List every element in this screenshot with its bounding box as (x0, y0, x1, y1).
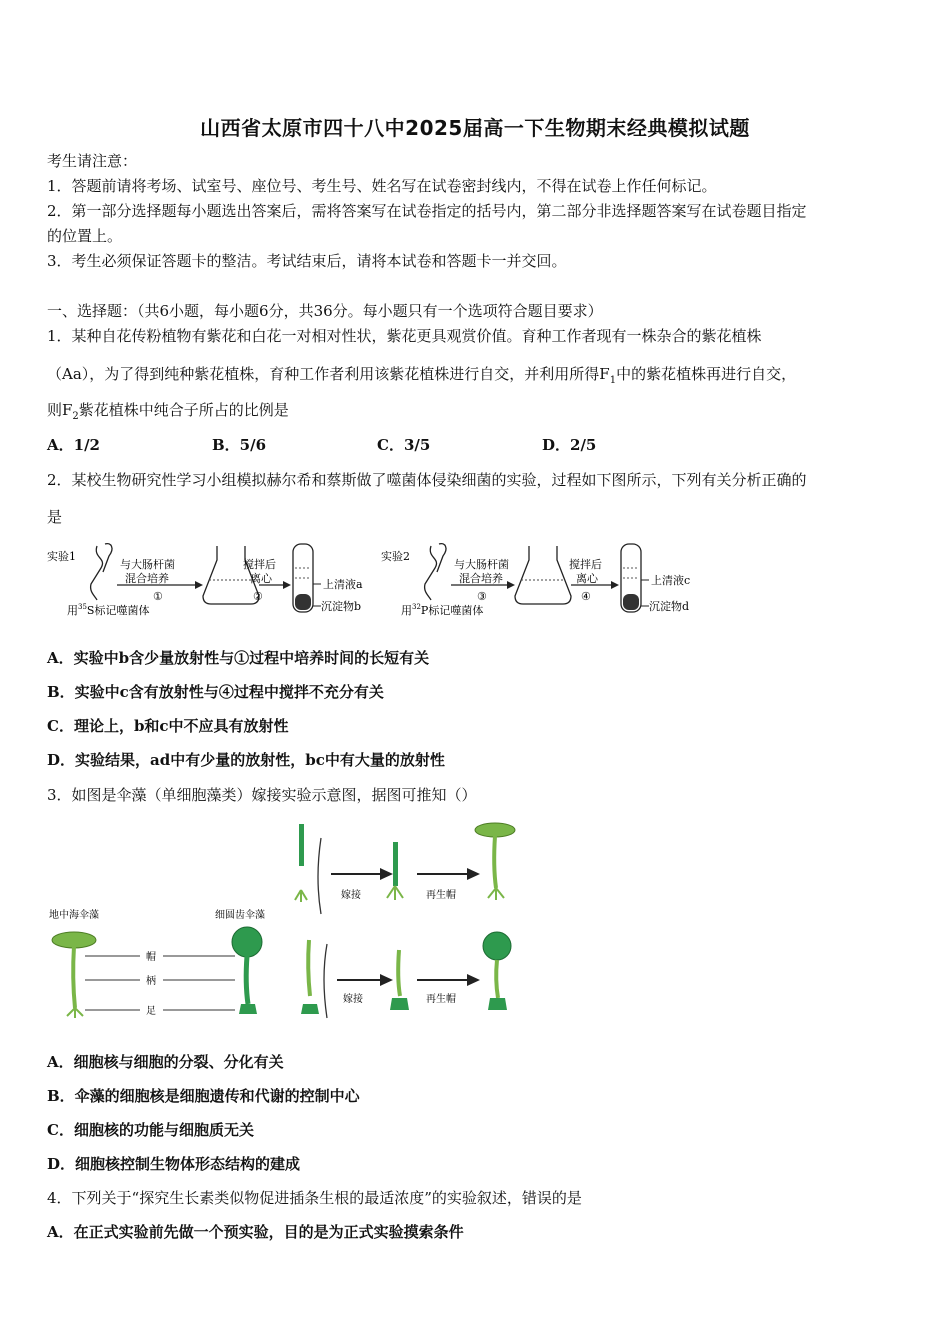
q2-option-a[interactable]: A．实验中b含少量放射性与①过程中培养时间的长短有关 (47, 649, 430, 667)
phage-icon-1 (91, 546, 103, 600)
q1-sub-f2: 2 (72, 411, 79, 422)
q2-stem-line1: 2．某校生物研究性学习小组模拟赫尔希和蔡斯做了噬菌体侵染细菌的实验，过程如下图所示，下列有关分析正确的 (47, 471, 807, 489)
q1-option-a[interactable]: A．1/2 (47, 436, 100, 454)
tube-2-sediment (623, 594, 639, 610)
step1-label: ① (153, 590, 163, 603)
notice-heading: 考生请注意： (47, 152, 138, 170)
left-stalk (73, 946, 75, 1008)
exp2-stir-label: 搅拌后 (569, 558, 602, 571)
graft1-rhizoid (295, 890, 307, 902)
exp2-centrifuge-label: 离心 (576, 572, 598, 585)
graft2-stalk-piece (308, 940, 310, 996)
left-cap (52, 932, 96, 948)
graft-label-bottom: 嫁接 (343, 994, 363, 1005)
right-foot (239, 1004, 257, 1014)
graft2-rhizoid (301, 1004, 319, 1014)
q1-stem-line3 (47, 399, 907, 428)
right-species-label: 细圆齿伞藻 (215, 910, 265, 921)
q1-option-b[interactable]: B．5/6 (212, 436, 267, 454)
notice-item-2-cont: 的位置上。 (47, 227, 123, 245)
right-stalk (246, 956, 248, 1004)
sediment-d: 沉淀物d (649, 600, 690, 613)
step3-label: ③ (477, 590, 487, 603)
exp2-mix-label: 与大肠杆菌 (454, 558, 509, 571)
q3-stem: 3．如图是伞藻（单细胞藻类）嫁接实验示意图，据图可推知（） (47, 786, 477, 804)
exp2-phage-label: 用$^{32}$P标记噬菌体 (401, 603, 484, 617)
regen-label-bottom: 再生帽 (426, 994, 456, 1005)
left-foot (67, 1008, 83, 1018)
foot-label: 足 (146, 1006, 156, 1017)
regen-cap-bottom (483, 932, 511, 960)
exp1-mix-label: 与大肠杆菌 (120, 558, 175, 571)
q3-option-b[interactable]: B．伞藻的细胞核是细胞遗传和代谢的控制中心 (47, 1087, 360, 1105)
exp2-culture-label: 混合培养 (459, 572, 503, 585)
q2-phage-figure (45, 538, 705, 620)
exp1-label: 实验1 (47, 550, 76, 563)
cap-label: 帽 (146, 952, 156, 963)
q1-option-d[interactable]: D．2/5 (542, 436, 597, 454)
graft1-stalk-piece (299, 824, 304, 866)
regen-label-top: 再生帽 (426, 890, 456, 901)
arrowhead-step1 (195, 581, 203, 589)
q1-stem-line1: 1．某种自花传粉植物有紫花和白花一对相对性状，紫花更具观赏价值。育种工作者现有一株杂合的紫花植株 (47, 327, 762, 345)
right-cap (232, 927, 262, 957)
section-heading: 一、选择题：（共6小题，每小题6分，共36分。每小题只有一个选项符合题目要求） (47, 302, 603, 320)
exam-title: 山西省太原市四十八中2025届高一下生物期末经典模拟试题 (200, 116, 750, 140)
q1-option-c[interactable]: C．3/5 (377, 436, 431, 454)
notice-item-2: 2．第一部分选择题每小题选出答案后，需将答案写在试卷指定的括号内，第二部分非选择题答案写在试卷题目指定 (47, 202, 807, 220)
exp1-centrifuge-label: 离心 (250, 572, 272, 585)
exp1-phage-label: 用$^{35}$S标记噬菌体 (67, 603, 150, 617)
phage-icon-1b (103, 544, 112, 572)
step4-label: ④ (581, 590, 591, 603)
q1-stem-line2 (47, 363, 907, 392)
exp1-stir-label: 搅拌后 (243, 558, 276, 571)
q2-stem-line2: 是 (47, 508, 63, 526)
q1-stem-line3b: 紫花植株中纯合子所占的比例是 (78, 401, 289, 419)
notice-item-1: 1．答题前请将考场、试室号、座位号、考生号、姓名写在试卷密封线内，不得在试卷上作任何标记。 (47, 177, 717, 195)
tube-1-sediment (295, 594, 311, 610)
q1-stem-line3a: 则F (47, 401, 73, 419)
exp1-culture-label: 混合培养 (125, 572, 169, 585)
q3-option-a[interactable]: A．细胞核与细胞的分裂、分化有关 (47, 1053, 284, 1071)
supernatant-a: 上清液a (323, 578, 363, 591)
regen-cap-top (475, 823, 515, 837)
exp2-label: 实验2 (381, 550, 410, 563)
stalk-label: 柄 (146, 976, 156, 987)
q1-options (47, 434, 907, 456)
q2-option-c[interactable]: C．理论上，b和c中不应具有放射性 (47, 717, 289, 735)
q3-option-c[interactable]: C．细胞核的功能与细胞质无关 (47, 1121, 254, 1139)
q4-option-a[interactable]: A．在正式实验前先做一个预实验，目的是为正式实验摸索条件 (47, 1223, 464, 1241)
q3-option-d[interactable]: D．细胞核控制生物体形态结构的建成 (47, 1155, 301, 1173)
phage-icon-2 (425, 546, 437, 600)
q4-stem: 4．下列关于“探究生长素类似物促进插条生根的最适浓度”的实验叙述，错误的是 (47, 1189, 582, 1207)
q2-option-b[interactable]: B．实验中c含有放射性与④过程中搅拌不充分有关 (47, 683, 384, 701)
q1-stem-line2b: 中的紫花植株再进行自交， (616, 365, 797, 383)
q1-stem-line2a: （Aa），为了得到纯种紫花植株，育种工作者利用该紫花植株进行自交，并利用所得F (47, 365, 610, 383)
q3-acetabularia-figure (45, 818, 525, 1030)
q1-sub-f1: 1 (609, 375, 617, 386)
graft-label-top: 嫁接 (341, 890, 361, 901)
arrowhead-step2 (283, 581, 291, 589)
q2-option-d[interactable]: D．实验结果，ad中有少量的放射性，bc中有大量的放射性 (47, 751, 445, 769)
notice-item-3: 3．考生必须保证答题卡的整洁。考试结束后，请将本试卷和答题卡一并交回。 (47, 252, 567, 270)
supernatant-c: 上清液c (651, 574, 691, 587)
step2-label: ② (253, 590, 263, 603)
left-species-label: 地中海伞藻 (49, 910, 99, 921)
flask-2 (515, 546, 571, 604)
sediment-b: 沉淀物b (321, 600, 362, 613)
